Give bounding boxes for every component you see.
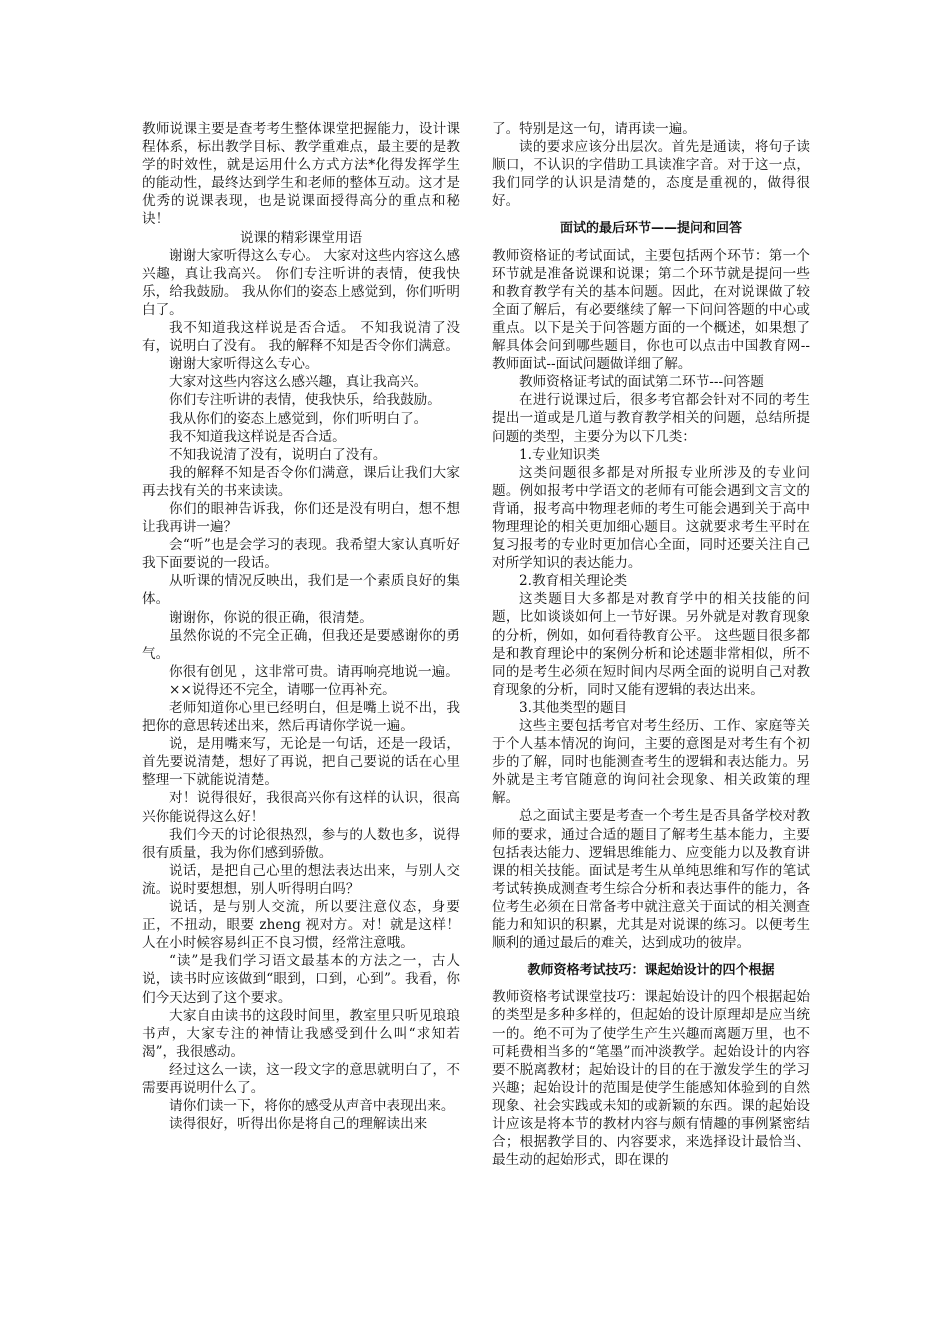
phrase-paragraph: 大家自由读书的这段时间里，教室里只听见琅琅书声，大家专注的神情让我感受到什么叫“求知若渴”，我很感动。 [142, 1007, 460, 1060]
category-1-title: 1.专业知识类 [519, 446, 600, 463]
right-column [492, 120, 810, 1169]
phrase-paragraph: ××说得还不完全，请哪一位再补充。 [169, 681, 396, 698]
phrase-paragraph: 不知我说清了没有，说明白了没有。 [169, 446, 387, 463]
phrase-paragraph: 谢谢你，你说的很正确，很清楚。 [169, 609, 373, 626]
reading-requirement: 读的要求应该分出层次。首先是通读，将句子读顺口，不认识的字借助工具读准字音。对于这一点，我们同学的认识是清楚的，态度是重视的，做得很好。 [492, 139, 810, 210]
phrase-paragraph: 老师知道你心里已经明白，但是嘴上说不出，我把你的意思转述出来，然后再请你学说一遍。 [142, 700, 460, 735]
phrase-paragraph: 谢谢大家听得这么专心。 大家对这些内容这么感兴趣，真让我高兴。 你们专注听讲的表情，使我快乐，给我鼓励。 我从你们的姿态上感觉到，你们听明白了。 [142, 247, 460, 318]
category-3-title: 3.其他类型的题目 [519, 699, 628, 716]
opening-design-text: 教师资格考试课堂技巧：课起始设计的四个根据起始的类型是多种多样的，但起始的设计原理却是应当统一的。绝不可为了使学生产生兴趣而离题万里，也不可耗费相当多的“笔墨”而冲淡教学。起始设计的内容要不脱离教材；起始设计的目的在于激发学生的学习兴趣；起始设计的范围是使学生能感知体验到的自然现象、社会实践或未知的或新颖的东西。课的起始设计应该是将本节的教材内容与颇有情趣的事例紧密结合；根据教学目的、内容要求，来选择设计最恰当、最生动的起始形式，即在课的 [492, 989, 810, 1169]
phrase-paragraph: 对！说得很好，我很高兴你有这样的认识，很高兴你能说得这么好！ [142, 790, 460, 825]
phrases-list [142, 247, 460, 1134]
category-2-title: 2.教育相关理论类 [519, 573, 628, 590]
phrase-paragraph: 读得很好，听得出你是将自己的理解读出来 [169, 1116, 428, 1133]
intro-paragraph: 教师说课主要是查考考生整体课堂把握能力，设计课程体系，标出教学目标、教学重难点，最主要的是教学的时效性，就是运用什么方式方法*化得发挥学生的能动性，最终达到学生和老师的整体互动。这才是优秀的说课表现，也是说课面授得高分的重点和秘诀！ [142, 121, 460, 228]
phrase-paragraph: 你们的眼神告诉我，你们还是没有明白，想不想让我再讲一遍？ [142, 500, 460, 536]
left-column [142, 120, 460, 1133]
phrase-paragraph: 你很有创见 ，这非常可贵。请再响亮地说一遍。 [169, 663, 459, 680]
phrase-paragraph: 我的解释不知是否令你们满意，课后让我们大家再去找有关的书来读读。 [142, 464, 460, 499]
phrase-paragraph: 会“听”也是会学习的表现。我希望大家认真听好我下面要说的一段话。 [142, 537, 460, 572]
phrase-paragraph: 虽然你说的不完全正确，但我还是要感谢你的勇气。 [142, 627, 460, 662]
section-title-interview: 面试的最后环节——提问和回答 [559, 221, 742, 237]
phrase-paragraph: 说话，是与别人交流，所以要注意仪态，身要正，不扭动，眼要 zheng 视对方。对！就是这样！人在小时候容易纠正不良习惯，经常注意哦。 [142, 899, 460, 952]
phrase-paragraph: 谢谢大家听得这么专心。 [169, 356, 319, 373]
phrase-paragraph: 你们专注听讲的表情，使我快乐，给我鼓励。 [169, 392, 441, 409]
section-title-opening-design: 教师资格考试技巧：课起始设计的四个根据 [527, 963, 775, 979]
category-3-text: 这些主要包括考官对考生经历、工作、家庭等关于个人基本情况的询问，主要的意图是对考生有个初步的了解，同时也能测查考生的逻辑和表达能力。另外就是主考官随意的询问社会现象、相关政策的理解。 [492, 718, 810, 807]
phrase-paragraph: 说话，是把自己心里的想法表达出来，与别人交流。说时要想想，别人听得明白吗？ [142, 862, 460, 897]
phrase-paragraph: “读”是我们学习语文最基本的方法之一，古人说，读书时应该做到“眼到，口到，心到”。我看，你们今天达到了这个要求。 [142, 953, 460, 1006]
interview-question-types: 在进行说课过后，很多考官都会针对不同的考生提出一道或是几道与教育教学相关的问题，总结所提问题的类型，主要分为以下几类： [492, 392, 810, 445]
category-2-text: 这类题目大多都是对教育学中的相关技能的问题，比如谈谈如何上一节好课。另外就是对教育现象的分析，例如，如何看待教育公平。 这些题目很多都是和教育理论中的案例分析和论述题非常相似，所不同的是考生必须在短时间内尽两全面的说明自己对教育现象的分析，同时又能有逻辑的表达出来。 [492, 591, 810, 698]
interview-subtitle: 教师资格证考试的面试第二环节---问答题 [519, 374, 764, 391]
phrase-paragraph: 我不知道我这样说是否合适。 [169, 428, 346, 445]
phrase-paragraph: 请你们读一下，将你的感受从声音中表现出来。 [169, 1098, 455, 1115]
phrase-paragraph: 我们今天的讨论很热烈，参与的人数也多，说得很有质量，我为你们感到骄傲。 [142, 826, 460, 861]
phrase-paragraph: 我从你们的姿态上感觉到，你们听明白了。 [169, 410, 428, 427]
phrase-paragraph: 说，是用嘴来写，无论是一句话，还是一段话，首先要说清楚，想好了再说，把自己要说的话在心里整理一下就能说清楚。 [142, 736, 460, 789]
phrase-paragraph: 我不知道我这样说是否合适。 不知我说清了没有，说明白了没有。 我的解释不知是否令你们满意。 [142, 320, 460, 355]
phrase-paragraph: 大家对这些内容这么感兴趣，真让我高兴。 [169, 374, 428, 391]
interview-intro: 教师资格证的考试面试，主要包括两个环节：第一个环节就是准备说课和说课；第二个环节就是提问一些和教育教学有关的基本问题。因此，在对说课做了较全面了解后，有必要继续了解一下问问答题的中心或重点。以下是关于问答题方面的一个概述，如果想了解具体会问到哪些题目，你也可以点击中国教育网--教师面试--面试问题做详细了解。 [492, 247, 810, 373]
phrase-paragraph: 经过这么一读，这一段文字的意思就明白了，不需要再说明什么了。 [142, 1061, 460, 1096]
section-heading: 说课的精彩课堂用语 [239, 229, 363, 246]
interview-summary: 总之面试主要是考查一个考生是否具备学校对教师的要求，通过合适的题目了解考生基本能力，主要包括表达能力、逻辑思维能力、应变能力以及教育讲课的相关技能。面试是考生从单纯思维和写作的笔试考试转换成测查考生综合分析和表达事件的能力，各位考生必须在日常备考中就注意关于面试的相关测查能力和知识的积累，尤其是对说课的练习。以便考生顺利的通过最后的难关，达到成功的彼岸。 [492, 808, 810, 952]
category-1-text: 这类问题很多都是对所报专业所涉及的专业问题。例如报考中学语文的老师有可能会遇到文言文的背诵，报考高中物理老师的考生可能会遇到关于高中物理理论的相关更加细心题目。这就要求考生平时在复习报考的专业时更加信心全面，同时还要关注自己对所学知识的表达能力。 [492, 464, 810, 572]
phrase-paragraph: 从听课的情况反映出，我们是一个素质良好的集体。 [142, 573, 460, 608]
continued-text: 了。特别是这一句，请再读一遍。 [492, 121, 696, 137]
